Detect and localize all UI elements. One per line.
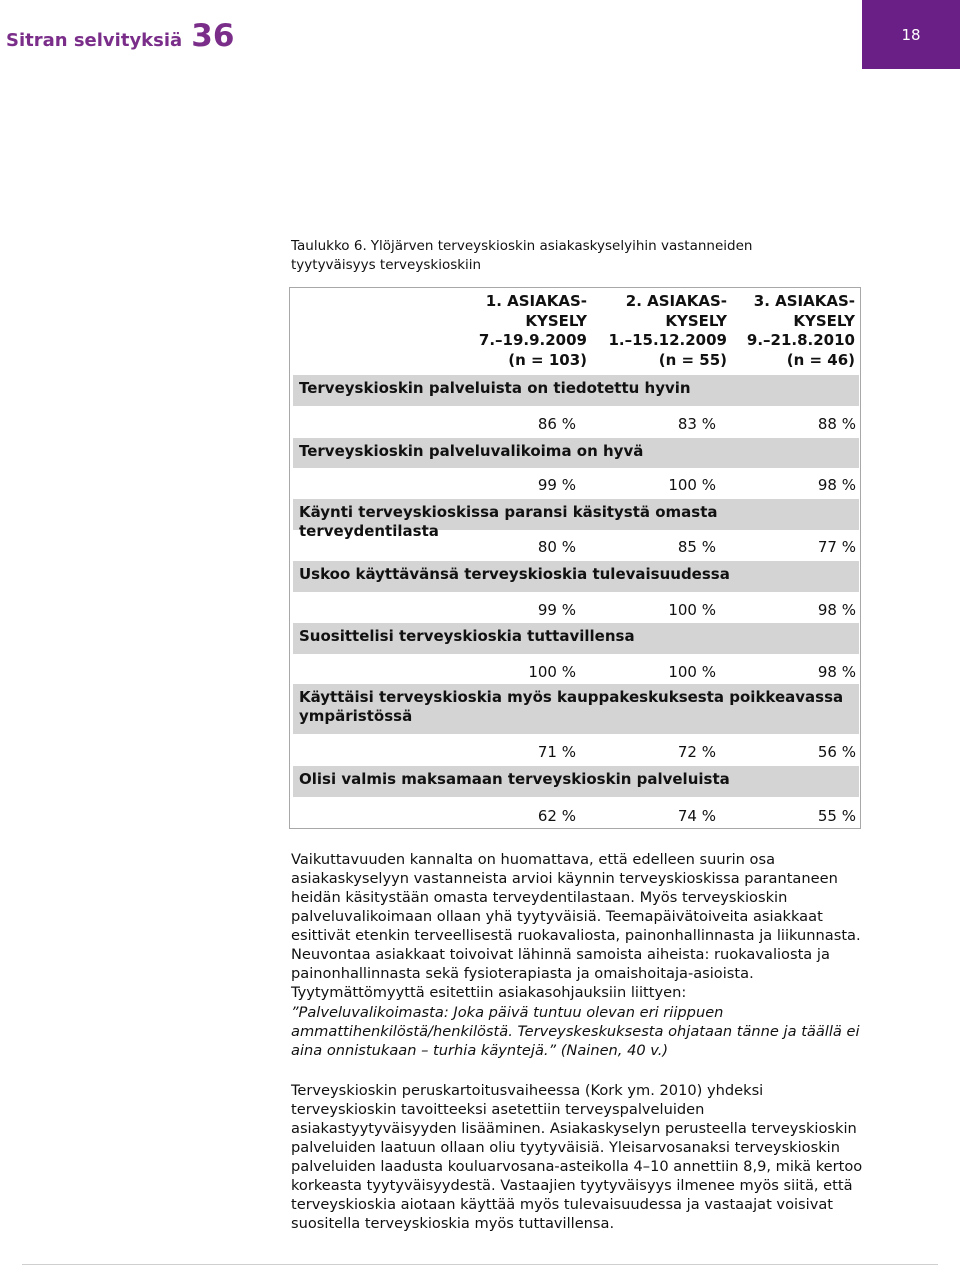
value-survey-2: 83 % <box>677 415 716 433</box>
value-survey-2: 100 % <box>668 601 716 619</box>
table-caption-text: Ylöjärven terveyskioskin asiakaskyselyihin vastanneiden tyytyväisyys terveyskioskiin <box>291 238 753 273</box>
body-paragraph <box>291 850 871 1002</box>
value-survey-2: 74 % <box>677 807 716 825</box>
question-label: Käynti terveyskioskissa paransi käsitystä omasta terveydentilasta <box>293 499 859 530</box>
value-survey-2: 100 % <box>668 476 716 494</box>
question-label: Terveyskioskin palveluista on tiedotettu hyvin <box>293 375 859 406</box>
value-survey-1: 71 % <box>537 743 576 761</box>
question-label: Uskoo käyttävänsä terveyskioskia tulevaisuudessa <box>293 561 859 592</box>
value-survey-2: 72 % <box>677 743 716 761</box>
value-survey-1: 86 % <box>537 415 576 433</box>
value-survey-1: 99 % <box>537 601 576 619</box>
satisfaction-table <box>289 287 861 829</box>
value-survey-1: 62 % <box>537 807 576 825</box>
value-survey-3: 98 % <box>817 476 856 494</box>
series-number: 36 <box>191 18 235 54</box>
page-number: 18 <box>901 25 921 44</box>
question-label: Suosittelisi terveyskioskia tuttavillensa <box>293 623 859 654</box>
value-survey-3: 98 % <box>817 601 856 619</box>
table-caption-label: Taulukko 6. <box>291 238 367 254</box>
footer-divider <box>22 1264 938 1265</box>
question-label: Terveyskioskin palveluvalikoima on hyvä <box>293 438 859 468</box>
value-survey-1: 100 % <box>528 663 576 681</box>
question-label: Olisi valmis maksamaan terveyskioskin palveluista <box>293 766 859 797</box>
column-header-survey-2: 2. ASIAKAS- KYSELY 1.–15.12.2009 (n = 55) <box>608 292 727 369</box>
table-caption <box>291 237 831 275</box>
question-label: Käyttäisi terveyskioskia myös kauppakeskuksesta poikkeavassa ympäristössä <box>293 684 859 734</box>
page-number-badge <box>862 0 960 69</box>
value-survey-2: 100 % <box>668 663 716 681</box>
value-survey-1: 99 % <box>537 476 576 494</box>
quotation <box>291 1003 871 1060</box>
value-survey-3: 56 % <box>817 743 856 761</box>
series-title <box>6 18 234 54</box>
paragraph-text: Terveyskioskin peruskartoitusvaiheessa (Kork ym. 2010) yhdeksi terveyskioskin tavoitteeksi asetettiin terveyspalveluiden asiakastyytyväisyyden lisääminen. Asiakaskyselyn perusteella terveyskioskin palveluiden laatuun ollaan oliu tyytyväisiä. Yleisarvosanaksi terveyskioskin palveluiden laadusta kouluarvosana-asteikolla 4–10 annettiin 8,9, mikä kertoo korkeasta tyytyväisyydestä. Vastaajien tyytyväisyys ilmenee myös siitä, että terveyskioskia aiotaan käyttää myös tulevaisuudessa ja vastaajat voisivat suositella terveyskioskia myös tuttavillensa. <box>291 1082 863 1232</box>
value-survey-3: 98 % <box>817 663 856 681</box>
paragraph-text: Vaikuttavuuden kannalta on huomattava, että edelleen suurin osa asiakaskyselyyn vastanneista arvioi käynnin terveyskioskissa parantaneen heidän käsitystään omasta terveydentilastaan. Myös terveyskioskin palveluvalikoimaan ollaan yhä tyytyväisiä. Teemapäivätoiveita asiakkaat esittivät etenkin terveellisestä ruokavaliosta, painonhallinnasta ja liikunnasta. Neuvontaa asiakkaat toivoivat lähinnä samoista aiheista: ruokavaliosta ja painonhallinnasta sekä fysioterapiasta ja omaishoitaja-asioista. Tyytymättömyyttä esitettiin asiakasohjauksiin liittyen: <box>291 851 861 1001</box>
value-survey-3: 88 % <box>817 415 856 433</box>
value-survey-3: 55 % <box>817 807 856 825</box>
quotation-text: ”Palveluvalikoimasta: Joka päivä tuntuu olevan eri riippuen ammattihenkilöstä/henkilöstä. Terveyskeskuksesta ohjataan tänne ja täällä ei aina onnistukaan – turhia käyntejä.” (Nainen, 40 v.) <box>291 1004 860 1059</box>
value-survey-1: 80 % <box>537 538 576 556</box>
column-header-survey-3: 3. ASIAKAS- KYSELY 9.–21.8.2010 (n = 46) <box>746 292 855 369</box>
value-survey-2: 85 % <box>677 538 716 556</box>
value-survey-3: 77 % <box>817 538 856 556</box>
series-name: Sitran selvityksiä <box>6 30 183 51</box>
column-header-survey-1: 1. ASIAKAS- KYSELY 7.–19.9.2009 (n = 103) <box>478 292 587 369</box>
body-paragraph <box>291 1081 871 1233</box>
